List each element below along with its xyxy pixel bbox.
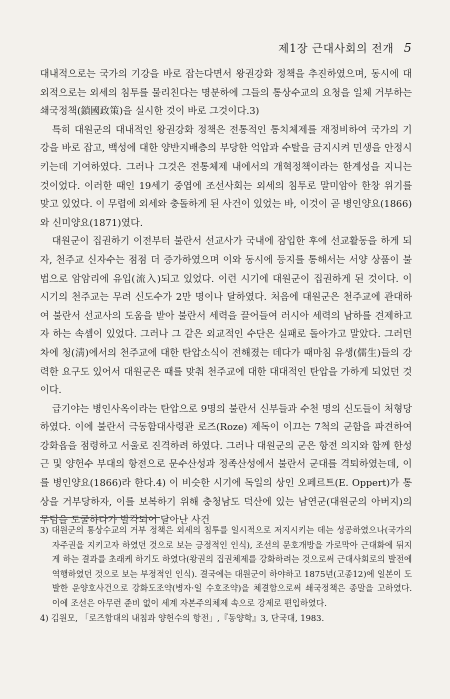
running-header <box>278 40 412 56</box>
footnote: 3) 대원군의 통상수교의 거부 정책은 외세의 침투를 일시적으로 저지시키는 데는 성공하였으나(국가의 자주권을 지키고자 하였던 것으로 보는 긍정적인 인식), 조선의 문호개방을 가로막아 근대화에 뒤지게 하는 결과를 초래케 하기도 하였다(왕권의 집권체제를 강화하려는 것으로써 근대사회로의 발전에 역행하였던 것으로 보는 부정적인 인식). 결국에는 대원군이 하야하고 1875년(고종12)에 일본이 도발한 운양호사건으로 강화도조약(병자·일 수호조약)을 체결함으로써 쇄국정책은 종말을 고하였다. 이에 조선은 아무런 준비 없이 세계 자본주의체제 속으로 강제로 편입하였다. <box>40 525 412 608</box>
page-number: 5 <box>403 41 412 55</box>
paragraph: 급기야는 병인사옥이라는 탄압으로 9명의 불란서 신부들과 수천 명의 신도들이 처형당하였다. 이에 불란서 극동함대사령관 로즈(Roze) 제독이 이끄는 7척의 군함을 파견하여 강화읍을 점령하고 서울로 진격하려 하였다. 그러나 대원군의 군은 항전 의지와 함께 한성근 및 양헌수 부대의 항전으로 문수산성과 정족산성에서 불란서 군대를 격퇴하였는데, 이를 병인양요(1866)라 한다.4) 이 비슷한 시기에 독일의 상인 오페르트(E. Oppert)가 통상을 거부당하자, 이를 보복하기 위해 충청남도 덕산에 있는 남연군(대원군의 아버지)의 무덤을 도굴하다가 발각되어 달아난 사건 <box>40 403 412 527</box>
main-text <box>40 66 412 531</box>
footnotes <box>40 523 412 625</box>
chapter-title: 제1장 근대사회의 전개 <box>278 42 394 55</box>
paragraph: 특히 대원군의 대내적인 왕권강화 정책은 전통적인 통치체제를 재정비하여 국가의 기강을 바로 잡고, 백성에 대한 양반지배층의 부당한 억압과 수탈을 금지시켜 민생을 안정시키는데 기여하였다. 그러나 그것은 전통체제 내에서의 개혁정책이라는 한계성을 지니는 것이었다. 이러한 때인 19세기 중엽에 조선사회는 외세의 침투로 말미암아 한창 위기를 맞고 있었다. 이 무렵에 외세와 충돌하게 된 사건이 있었는 바, 이것이 곧 병인양요(1866)와 신미양요(1871)였다. <box>40 124 412 229</box>
footnote: 4) 김원모, 「로즈함대의 내침과 양헌수의 항전」,『동양학』3, 단국대, 1983. <box>40 612 325 623</box>
footnote-divider <box>40 517 160 518</box>
paragraph: 대내적으로는 국가의 기강을 바로 잡는다면서 왕권강화 정책을 추진하였으며, 동시에 대외적으로는 외세의 침투를 물리친다는 명분하에 그들의 통상수교의 요청을 일체 거부하는 쇄국정책(鎖國政策)을 실시한 것이 바로 그것이다.3) <box>40 69 412 118</box>
paragraph: 대원군이 집권하기 이전부터 불란서 선교사가 국내에 잠입한 후에 선교활동을 하게 되자, 천주교 신자수는 점점 더 증가하였으며 이와 동시에 등지를 통해서는 서양 상품이 불법으로 암암리에 유입(流入)되고 있었다. 이런 시기에 대원군이 집권하게 된 것이다. 이 시기의 천주교는 무려 신도수가 2만 명이나 달하였다. 처음에 대원군은 천주교에 관대하여 불란서 선교사의 도움을 받아 불란서 세력을 끌어들여 러시아 세력의 남하를 견제하고자 하는 속셈이 있었다. 그러나 그 같은 외교적인 수단은 실패로 돌아가고 말았다. 그러던 차에 청(淸)에서의 천주교에 대한 탄압소식이 전해졌는 데다가 때마침 유생(儒生)들의 강력한 요구도 있어서 대원군은 때를 맞춰 천주교에 대한 대대적인 탄압을 가하게 되었던 것이다. <box>40 236 412 397</box>
